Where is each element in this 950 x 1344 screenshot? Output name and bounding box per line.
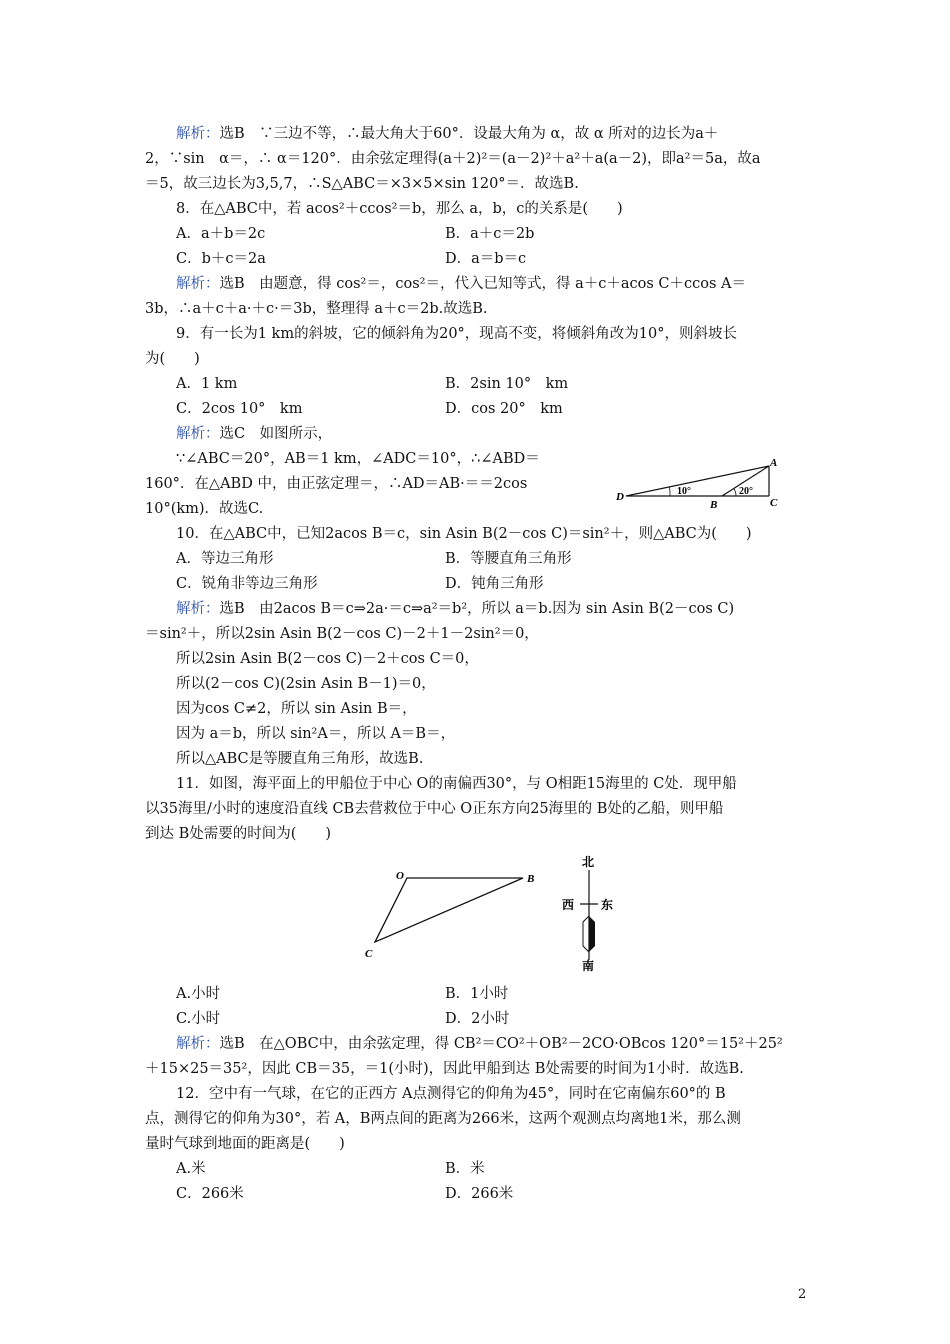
question-12-line-3: 量时气球到地面的距离是( ) <box>145 1136 345 1152</box>
analysis-label: 解析： <box>176 426 220 442</box>
compass-east: 东 <box>601 898 614 912</box>
question-8: 8．在△ABC中，若 acos²＋ccos²＝b，那么 a，b，c的关系是( ) <box>176 201 623 217</box>
fig11-label-o: O <box>396 870 404 882</box>
q8-option-c: C．b＋c＝2a <box>176 251 266 267</box>
q10-option-c: C．锐角非等边三角形 <box>176 576 318 592</box>
question-9-line-2: 为( ) <box>145 351 200 367</box>
q8-option-a: A．a＋b＝2c <box>176 226 266 242</box>
fig9-label-b: B <box>710 499 718 510</box>
solution-8-line-2: 3b，∴a＋c＋a·＋c·＝3b，整理得 a＋c＝2b.故选B. <box>145 301 488 317</box>
solution-10-line-3: 所以2sin Asin B(2－cos C)－2＋cos C＝0， <box>176 651 479 667</box>
question-11-line-1: 11．如图，海平面上的甲船位于中心 O的南偏西30°，与 O相距15海里的 C处．现甲船 <box>176 776 737 792</box>
q10-option-d: D．钝角三角形 <box>445 576 544 592</box>
q8-option-d: D．a＝b＝c <box>445 251 527 267</box>
fig9-label-c: C <box>770 497 778 509</box>
q11-option-d: D．2小时 <box>445 1011 510 1027</box>
solution-10-line-5: 因为cos C≠2，所以 sin Asin B＝， <box>176 701 417 717</box>
solution-8-line-1: 解析：选B 由题意，得 cos²＝，cos²＝，代入已知等式，得 a＋c＋acos C＋ccos A＝ <box>176 276 746 292</box>
compass-west: 西 <box>562 898 575 912</box>
ship-triangle-figure <box>355 860 545 965</box>
q12-option-b: B．米 <box>445 1161 485 1177</box>
fig11-label-c: C <box>365 948 373 960</box>
solution-7-line-1: 解析：选B ∵三边不等，∴最大角大于60°．设最大角为 α，故 α 所对的边长为a＋ <box>176 126 719 142</box>
solution-9-line-1: 解析：选C 如图所示， <box>176 426 333 442</box>
solution-9-line-2: ∵∠ABC＝20°，AB＝1 km，∠ADC＝10°，∴∠ABD＝ <box>176 451 540 467</box>
compass-rose-figure <box>555 852 625 972</box>
fig9-angle-20: 20° <box>739 486 753 497</box>
page-number: 2 <box>798 1287 807 1302</box>
compass-north: 北 <box>582 855 595 869</box>
fig9-label-a: A <box>770 457 778 469</box>
question-11-line-2: 以35海里/小时的速度沿直线 CB去营救位于中心 O正东方向25海里的 B处的乙船，则甲船 <box>145 801 724 817</box>
analysis-label: 解析： <box>176 601 220 617</box>
compass-south: 南 <box>582 959 595 972</box>
analysis-label: 解析： <box>176 1036 220 1052</box>
solution-7-line-2: 2，∵sin α＝，∴ α＝120°．由余弦定理得(a＋2)²＝(a－2)²＋a²＋a(a－2)，即a²＝5a，故a <box>145 151 761 167</box>
q12-option-c: C．266米 <box>176 1186 244 1202</box>
q11-option-a: A.小时 <box>176 986 221 1002</box>
q9-option-d: D．cos 20° km <box>445 401 563 417</box>
question-10: 10．在△ABC中，已知2acos B＝c，sin Asin B(2－cos C)＝sin²＋，则△ABC为( ) <box>176 526 752 542</box>
q9-option-c: C．2cos 10° km <box>176 401 303 417</box>
fig9-label-d: D <box>616 491 624 503</box>
q10-option-b: B．等腰直角三角形 <box>445 551 572 567</box>
fig11-label-b: B <box>527 873 535 885</box>
q9-option-b: B．2sin 10° km <box>445 376 569 392</box>
solution-11-line-2: ＋15×25＝35²，因此 CB＝35，＝1(小时)，因此甲船到达 B处需要的时间为1小时．故选B. <box>145 1061 744 1077</box>
q11-option-c: C.小时 <box>176 1011 221 1027</box>
solution-10-line-7: 所以△ABC是等腰直角三角形，故选B. <box>176 751 424 767</box>
q9-option-a: A．1 km <box>176 376 238 392</box>
question-11-line-3: 到达 B处需要的时间为( ) <box>145 826 332 842</box>
q10-option-a: A．等边三角形 <box>176 551 274 567</box>
slope-triangle-figure <box>612 455 788 510</box>
solution-10-line-2: ＝sin²＋，所以2sin Asin B(2－cos C)－2＋1－2sin²＝0， <box>145 626 539 642</box>
solution-10-line-4: 所以(2－cos C)(2sin Asin B－1)＝0， <box>176 676 436 692</box>
analysis-label: 解析： <box>176 276 220 292</box>
solution-9-line-3: 160°．在△ABD 中，由正弦定理＝，∴AD＝AB·＝＝2cos <box>145 476 528 492</box>
q12-option-a: A.米 <box>176 1161 206 1177</box>
compass-needle-icon <box>583 916 589 952</box>
analysis-label: 解析： <box>176 126 220 142</box>
solution-11-line-1: 解析：选B 在△OBC中，由余弦定理，得 CB²＝CO²＋OB²－2CO·OBcos 120°＝15²＋25² <box>176 1036 783 1052</box>
solution-9-line-4: 10°(km)．故选C. <box>145 501 264 517</box>
fig9-angle-10: 10° <box>677 486 691 497</box>
question-12-line-2: 点，测得它的仰角为30°，若 A，B两点间的距离为266米，这两个观测点均离地1米，那么测 <box>145 1111 741 1127</box>
solution-7-line-3: ＝5，故三边长为3,5,7，∴S△ABC＝×3×5×sin 120°＝．故选B. <box>145 176 579 192</box>
q11-option-b: B．1小时 <box>445 986 509 1002</box>
question-12-line-1: 12．空中有一气球，在它的正西方 A点测得它的仰角为45°，同时在它南偏东60°的 B <box>176 1086 726 1102</box>
solution-10-line-1: 解析：选B 由2acos B＝c⇒2a·＝c⇒a²＝b²，所以 a＝b.因为 sin Asin B(2－cos C) <box>176 601 735 617</box>
question-9-line-1: 9．有一长为1 km的斜坡，它的倾斜角为20°，现高不变，将倾斜角改为10°，则斜坡长 <box>176 326 737 342</box>
solution-10-line-6: 因为 a＝b，所以 sin²A＝，所以 A＝B＝， <box>176 726 456 742</box>
q8-option-b: B．a＋c＝2b <box>445 226 535 242</box>
q12-option-d: D．266米 <box>445 1186 514 1202</box>
